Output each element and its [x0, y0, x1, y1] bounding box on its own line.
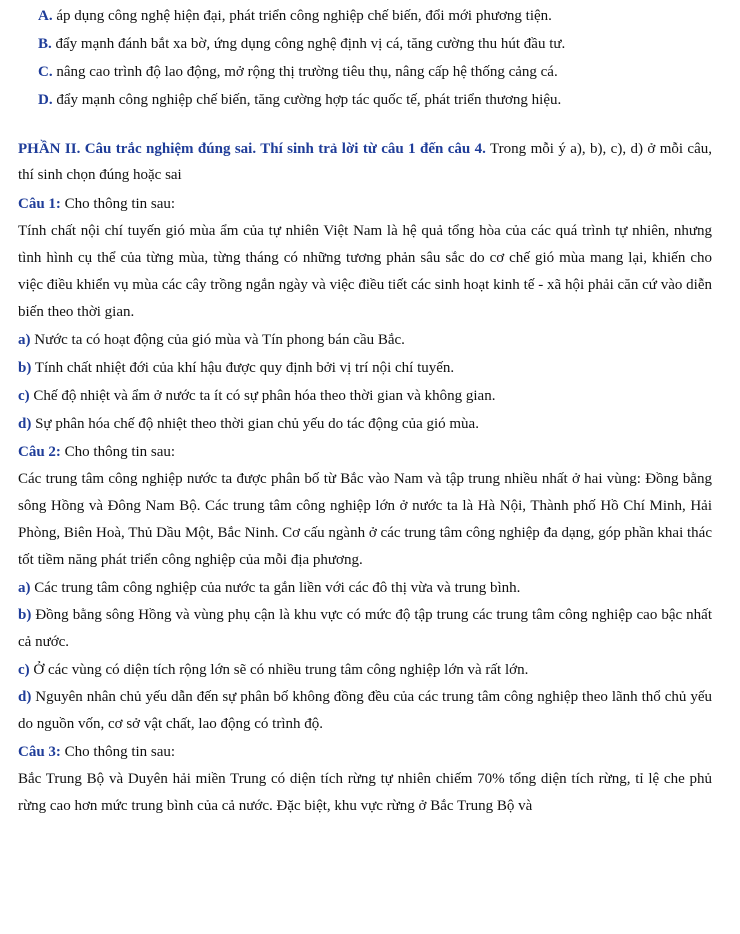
option-text: đẩy mạnh công nghiệp chế biến, tăng cường hợp tác quốc tế, phát triển thương hiệu.: [52, 92, 562, 108]
statement-2c: [18, 656, 712, 684]
statement-text: Tính chất nhiệt đới của khí hậu được quy định bởi vị trí nội chí tuyến.: [31, 360, 455, 376]
statement-key: a): [18, 580, 31, 596]
statement-text: Nước ta có hoạt động của gió mùa và Tín phong bán cầu Bắc.: [30, 332, 405, 348]
statement-1a: [18, 326, 712, 354]
option-key: B.: [38, 36, 52, 52]
section-instruction: Trong mỗi ý a), b), c), d) ở mỗi câu, thí sinh chọn đúng hoặc sai: [18, 141, 712, 183]
statement-key: a): [18, 332, 31, 348]
section-heading: [18, 136, 712, 188]
statement-key: b): [18, 360, 32, 376]
question-3-passage: Bắc Trung Bộ và Duyên hải miền Trung có diện tích rừng tự nhiên chiếm 70% tổng diện tích rừng, tỉ lệ che phủ rừng cao hơn mức trung bình của cả nước. Đặc biệt, khu vực rừng ở Bắc Trung Bộ và: [18, 771, 712, 814]
previous-question-options: [18, 0, 712, 114]
question-2-header: [18, 438, 712, 466]
statement-text: Ở các vùng có diện tích rộng lớn sẽ có nhiều trung tâm công nghiệp lớn và rất lớn.: [29, 662, 529, 678]
statement-key: b): [18, 607, 32, 623]
question-label: Câu 3:: [18, 744, 61, 760]
statement-text: Các trung tâm công nghiệp của nước ta gắn liền với các đô thị vừa và trung bình.: [30, 580, 521, 596]
option-b: [18, 30, 712, 58]
statement-2b: [18, 602, 712, 656]
statement-text: Chế độ nhiệt và ẩm ở nước ta ít có sự phân hóa theo thời gian và không gian.: [29, 388, 496, 404]
statement-text: Nguyên nhân chủ yếu dẫn đến sự phân bố không đồng đều của các trung tâm công nghiệp theo lãnh thổ chủ yếu do nguồn vốn, cơ sở vật chất, lao động có trình độ.: [18, 689, 712, 732]
statement-key: c): [18, 388, 30, 404]
question-intro: Cho thông tin sau:: [60, 196, 176, 212]
statement-2d: [18, 684, 712, 738]
option-text: áp dụng công nghệ hiện đại, phát triển công nghiệp chế biến, đổi mới phương tiện.: [52, 8, 552, 24]
statement-key: d): [18, 689, 32, 705]
statement-text: Sự phân hóa chế độ nhiệt theo thời gian chủ yếu do tác động của gió mùa.: [31, 416, 479, 432]
section-title: PHẦN II. Câu trắc nghiệm đúng sai. Thí sinh trả lời từ câu 1 đến câu 4.: [18, 141, 486, 157]
option-text: nâng cao trình độ lao động, mở rộng thị trường tiêu thụ, nâng cấp hệ thống cảng cá.: [52, 64, 558, 80]
option-a: [18, 2, 712, 30]
statement-1d: [18, 410, 712, 438]
question-label: Câu 1:: [18, 196, 61, 212]
statement-key: c): [18, 662, 30, 678]
statement-1b: [18, 354, 712, 382]
statement-key: d): [18, 416, 32, 432]
statement-text: Đồng bằng sông Hồng và vùng phụ cận là khu vực có mức độ tập trung các trung tâm công nghiệp cao bậc nhất cả nước.: [18, 607, 712, 650]
statement-2a: [18, 574, 712, 602]
option-key: D.: [38, 92, 53, 108]
option-c: [18, 58, 712, 86]
option-key: C.: [38, 64, 53, 80]
option-d: [18, 86, 712, 114]
question-1-header: [18, 190, 712, 218]
question-3-header: [18, 738, 712, 766]
question-intro: Cho thông tin sau:: [60, 444, 176, 460]
option-text: đẩy mạnh đánh bắt xa bờ, ứng dụng công nghệ định vị cá, tăng cường thu hút đầu tư.: [51, 36, 566, 52]
statement-1c: [18, 382, 712, 410]
question-intro: Cho thông tin sau:: [60, 744, 176, 760]
question-1-passage: Tính chất nội chí tuyến gió mùa ẩm của tự nhiên Việt Nam là hệ quả tổng hòa của các quá trình tự nhiên, nhưng tình hình cụ thể của từng mùa, từng tháng có những tương phản sâu sắc do cơ chế gió mùa mang lại, khiến cho việc điều khiển vụ mùa các cây trồng ngắn ngày và việc điều tiết các sinh hoạt kinh tế - xã hội phải căn cứ vào diễn biến theo thời gian.: [18, 223, 712, 320]
option-key: A.: [38, 8, 53, 24]
question-2-passage: Các trung tâm công nghiệp nước ta được phân bố từ Bắc vào Nam và tập trung nhiều nhất ở hai vùng: Đồng bằng sông Hồng và Đông Nam Bộ. Các trung tâm công nghiệp lớn ở nước ta là Hà Nội, Thành phố Hồ Chí Minh, Hải Phòng, Biên Hoà, Thủ Dầu Một, Bắc Ninh. Cơ cấu ngành ở các trung tâm công nghiệp đa dạng, góp phần khai thác tốt tiềm năng phát triển công nghiệp của mỗi địa phương.: [18, 471, 712, 568]
question-label: Câu 2:: [18, 444, 61, 460]
